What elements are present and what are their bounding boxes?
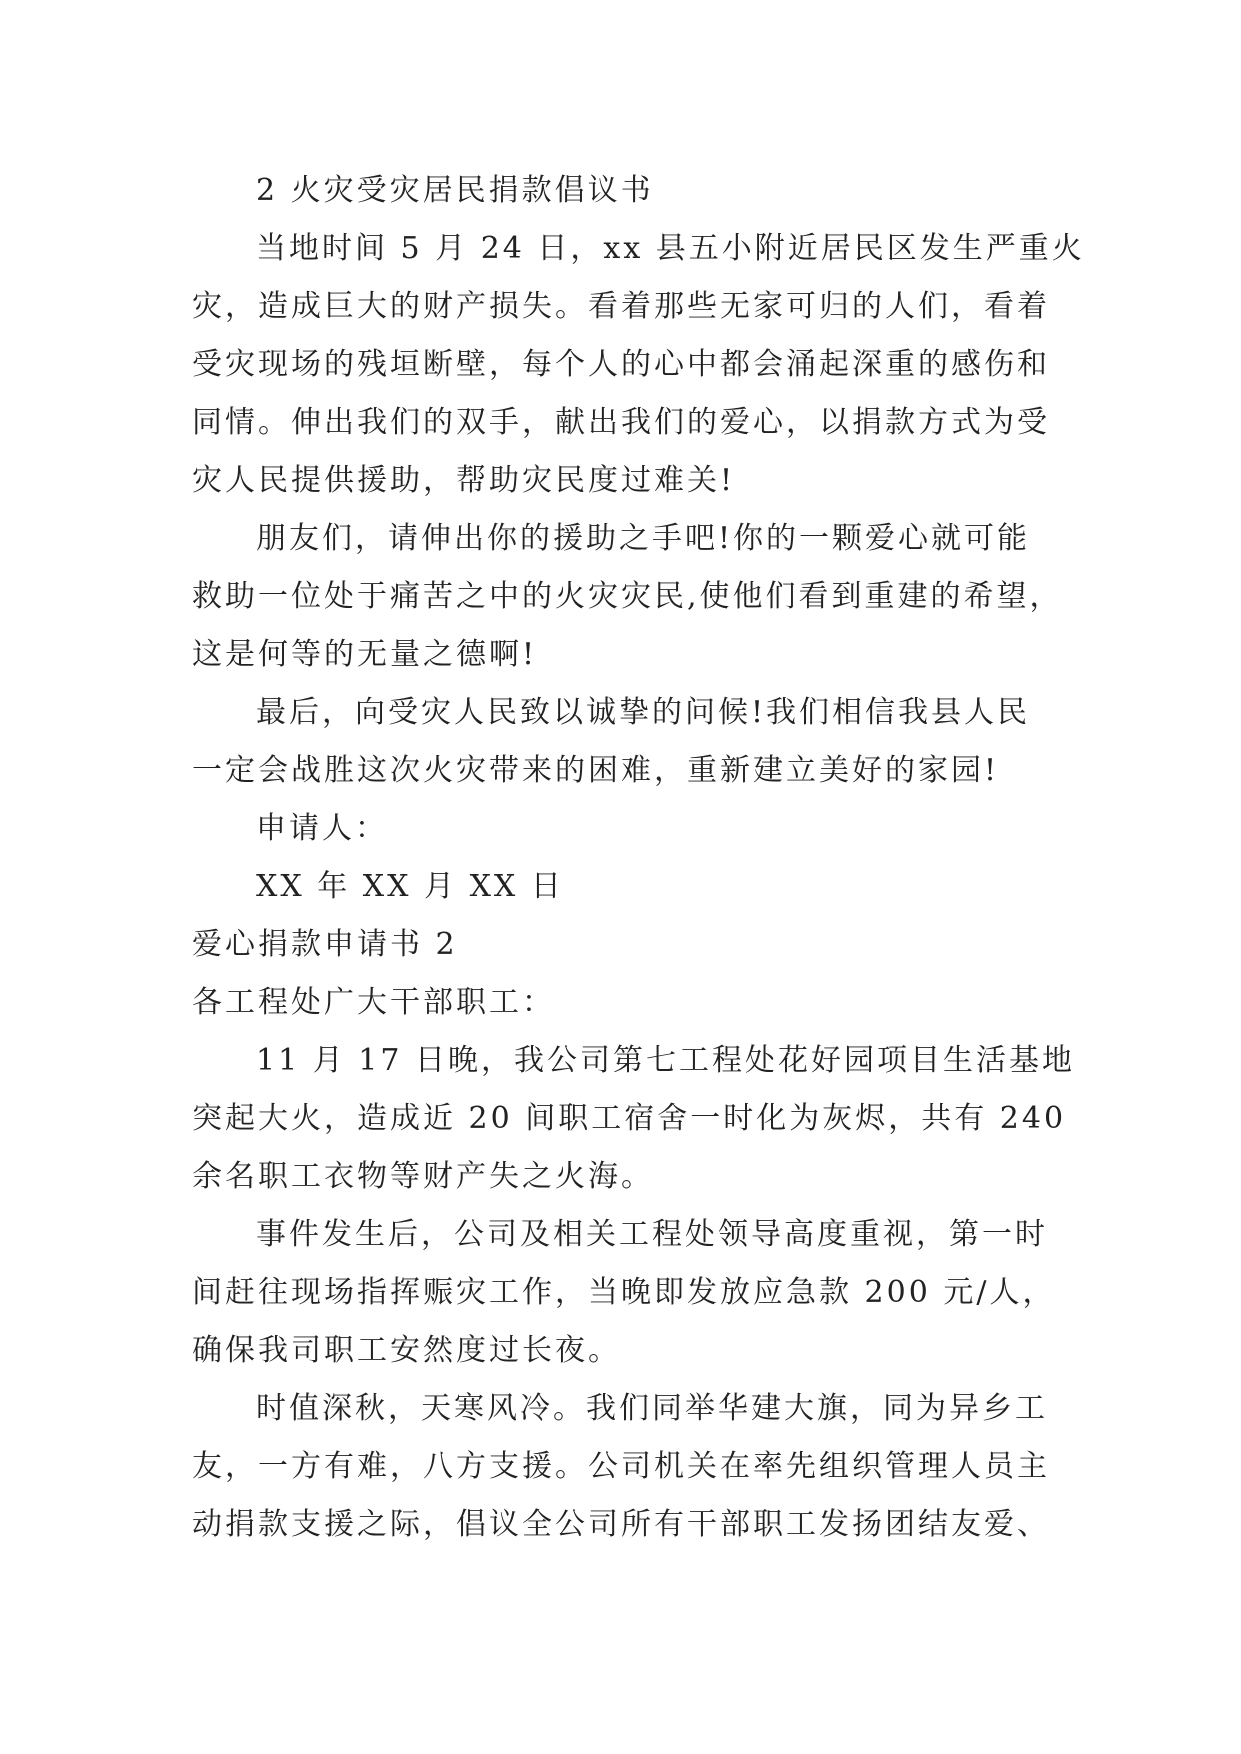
paragraph-line: 动捐款支援之际，倡议全公司所有干部职工发扬团结友爱、	[192, 1507, 1050, 1542]
paragraph-line: 最后，向受灾人民致以诚挚的问候!我们相信我县人民	[256, 695, 1031, 730]
section-title: 爱心捐款申请书 2	[192, 927, 458, 962]
paragraph-line: 灾人民提供援助，帮助灾民度过难关!	[192, 463, 736, 498]
section-title: 2 火灾受灾居民捐款倡议书	[256, 173, 654, 208]
paragraph-line: 11 月 17 日晚，我公司第七工程处花好园项目生活基地	[256, 1043, 1075, 1078]
paragraph-line: 事件发生后，公司及相关工程处领导高度重视，第一时	[256, 1217, 1048, 1252]
paragraph-line: 当地时间 5 月 24 日，xx 县五小附近居民区发生严重火	[256, 231, 1085, 266]
paragraph-line: 受灾现场的残垣断壁，每个人的心中都会涌起深重的感伤和	[192, 347, 1050, 382]
document-body	[192, 162, 1085, 1554]
salutation: 各工程处广大干部职工：	[192, 985, 555, 1020]
paragraph-line: 友，一方有难，八方支援。公司机关在率先组织管理人员主	[192, 1449, 1050, 1484]
applicant-label: 申请人：	[256, 811, 388, 846]
paragraph-line: 一定会战胜这次火灾带来的困难，重新建立美好的家园!	[192, 753, 1000, 788]
paragraph-line: 间赶往现场指挥赈灾工作，当晚即发放应急款 200 元/人，	[192, 1275, 1056, 1310]
paragraph-line: 灾，造成巨大的财产损失。看着那些无家可归的人们，看着	[192, 289, 1050, 324]
paragraph-line: 朋友们，请伸出你的援助之手吧!你的一颗爱心就可能	[256, 521, 1031, 556]
paragraph-line: 余名职工衣物等财产失之火海。	[192, 1159, 654, 1194]
paragraph-line: 确保我司职工安然度过长夜。	[192, 1333, 621, 1368]
date-line: XX 年 XX 月 XX 日	[256, 869, 564, 904]
paragraph-line: 同情。伸出我们的双手，献出我们的爱心，以捐款方式为受	[192, 405, 1050, 440]
paragraph-line: 时值深秋，天寒风冷。我们同举华建大旗，同为异乡工	[256, 1391, 1048, 1426]
paragraph-line: 救助一位处于痛苦之中的火灾灾民,使他们看到重建的希望，	[192, 579, 1063, 614]
paragraph-line: 突起大火，造成近 20 间职工宿舍一时化为灰烬，共有 240	[192, 1101, 1067, 1136]
paragraph-line: 这是何等的无量之德啊!	[192, 637, 538, 672]
